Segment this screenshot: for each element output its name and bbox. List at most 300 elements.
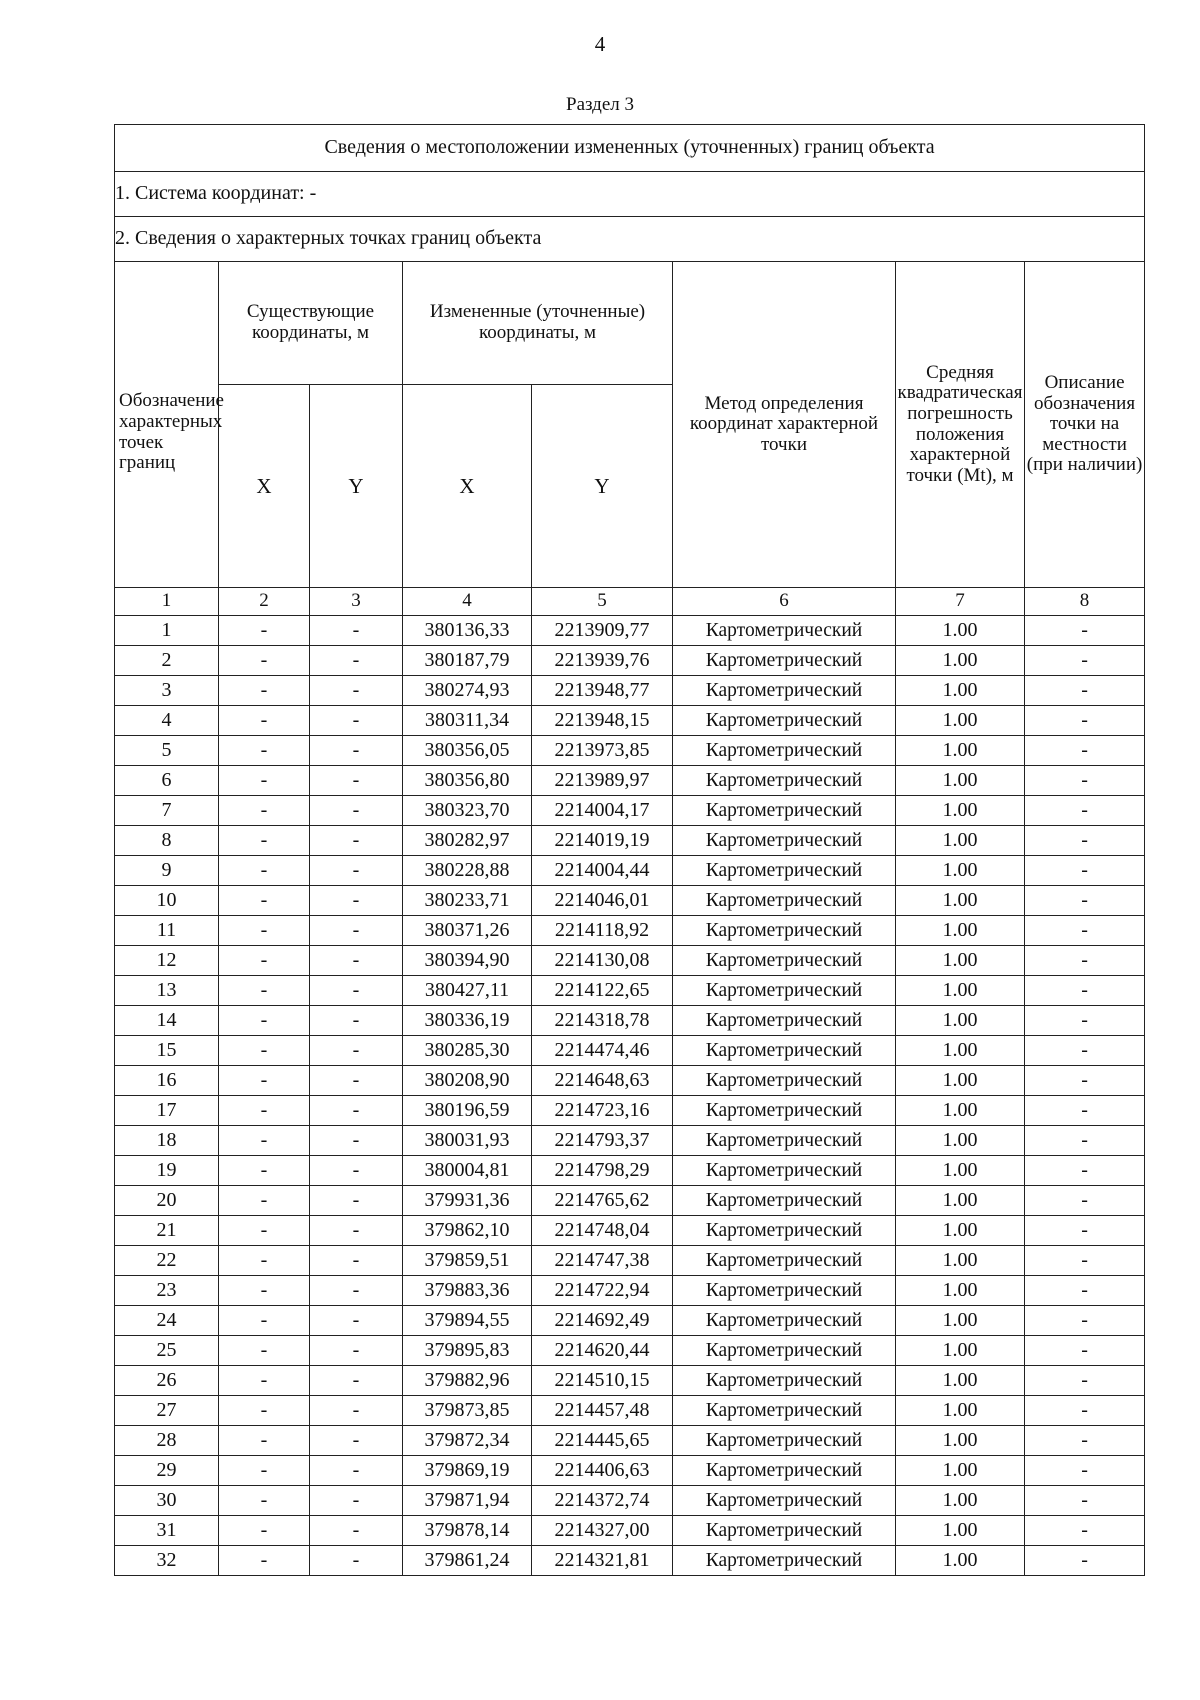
column-number: 4 (403, 588, 532, 616)
error-cell: 1.00 (896, 916, 1025, 946)
changed-x-cell: 380285,30 (403, 1036, 532, 1066)
changed-y-cell: 2213948,15 (532, 706, 673, 736)
existing-x-cell: - (219, 1156, 310, 1186)
method-cell: Картометрический (673, 976, 896, 1006)
changed-x-cell: 380228,88 (403, 856, 532, 886)
changed-x-cell: 379873,85 (403, 1396, 532, 1426)
description-cell: - (1025, 1516, 1145, 1546)
method-cell: Картометрический (673, 1276, 896, 1306)
method-cell: Картометрический (673, 1546, 896, 1576)
changed-x-cell: 379894,55 (403, 1306, 532, 1336)
existing-y-cell: - (310, 736, 403, 766)
point-number-cell: 1 (115, 616, 219, 646)
error-cell: 1.00 (896, 1546, 1025, 1576)
changed-y-cell: 2213939,76 (532, 646, 673, 676)
changed-x-cell: 380323,70 (403, 796, 532, 826)
error-cell: 1.00 (896, 1456, 1025, 1486)
point-number-cell: 15 (115, 1036, 219, 1066)
method-cell: Картометрический (673, 736, 896, 766)
description-cell: - (1025, 916, 1145, 946)
changed-y-cell: 2214765,62 (532, 1186, 673, 1216)
changed-y-cell: 2213973,85 (532, 736, 673, 766)
description-cell: - (1025, 826, 1145, 856)
existing-x-cell: - (219, 1426, 310, 1456)
header-existing-x: X (219, 385, 310, 588)
error-cell: 1.00 (896, 1486, 1025, 1516)
description-cell: - (1025, 886, 1145, 916)
description-cell: - (1025, 1306, 1145, 1336)
changed-x-cell: 379882,96 (403, 1366, 532, 1396)
description-cell: - (1025, 1216, 1145, 1246)
existing-y-cell: - (310, 1516, 403, 1546)
table-row (115, 736, 1145, 766)
table-row (115, 886, 1145, 916)
existing-x-cell: - (219, 796, 310, 826)
changed-y-cell: 2214722,94 (532, 1276, 673, 1306)
changed-x-cell: 380136,33 (403, 616, 532, 646)
column-number: 8 (1025, 588, 1145, 616)
table-row (115, 796, 1145, 826)
changed-y-cell: 2214004,44 (532, 856, 673, 886)
changed-x-cell: 380311,34 (403, 706, 532, 736)
changed-x-cell: 379859,51 (403, 1246, 532, 1276)
table-row (115, 616, 1145, 646)
changed-x-cell: 380208,90 (403, 1066, 532, 1096)
changed-y-cell: 2214510,15 (532, 1366, 673, 1396)
description-cell: - (1025, 766, 1145, 796)
existing-y-cell: - (310, 1336, 403, 1366)
changed-y-cell: 2214406,63 (532, 1456, 673, 1486)
description-cell: - (1025, 646, 1145, 676)
existing-y-cell: - (310, 1426, 403, 1456)
description-cell: - (1025, 1276, 1145, 1306)
changed-y-cell: 2214692,49 (532, 1306, 673, 1336)
header-existing-y: Y (310, 385, 403, 588)
existing-x-cell: - (219, 1486, 310, 1516)
point-number-cell: 14 (115, 1006, 219, 1036)
changed-x-cell: 380356,05 (403, 736, 532, 766)
existing-y-cell: - (310, 886, 403, 916)
changed-y-cell: 2214372,74 (532, 1486, 673, 1516)
existing-y-cell: - (310, 1036, 403, 1066)
error-cell: 1.00 (896, 646, 1025, 676)
existing-x-cell: - (219, 1126, 310, 1156)
method-cell: Картометрический (673, 1036, 896, 1066)
changed-y-cell: 2214620,44 (532, 1336, 673, 1366)
method-cell: Картометрический (673, 826, 896, 856)
error-cell: 1.00 (896, 886, 1025, 916)
existing-y-cell: - (310, 706, 403, 736)
existing-x-cell: - (219, 1516, 310, 1546)
point-number-cell: 32 (115, 1546, 219, 1576)
header-changed-x: X (403, 385, 532, 588)
column-number: 2 (219, 588, 310, 616)
error-cell: 1.00 (896, 1036, 1025, 1066)
existing-x-cell: - (219, 1186, 310, 1216)
error-cell: 1.00 (896, 796, 1025, 826)
table-row (115, 1276, 1145, 1306)
changed-x-cell: 380282,97 (403, 826, 532, 856)
method-cell: Картометрический (673, 1096, 896, 1126)
point-number-cell: 9 (115, 856, 219, 886)
error-cell: 1.00 (896, 826, 1025, 856)
error-cell: 1.00 (896, 676, 1025, 706)
error-cell: 1.00 (896, 1516, 1025, 1546)
point-number-cell: 31 (115, 1516, 219, 1546)
existing-x-cell: - (219, 1366, 310, 1396)
table-row (115, 1486, 1145, 1516)
point-number-cell: 24 (115, 1306, 219, 1336)
method-cell: Картометрический (673, 676, 896, 706)
existing-y-cell: - (310, 1396, 403, 1426)
changed-y-cell: 2214004,17 (532, 796, 673, 826)
changed-x-cell: 379878,14 (403, 1516, 532, 1546)
existing-x-cell: - (219, 616, 310, 646)
existing-x-cell: - (219, 1396, 310, 1426)
header-existing-coords: Существующие координаты, м (219, 262, 403, 385)
changed-y-cell: 2213948,77 (532, 676, 673, 706)
description-cell: - (1025, 1096, 1145, 1126)
boundary-points-table (114, 124, 1145, 1576)
changed-x-cell: 380004,81 (403, 1156, 532, 1186)
existing-x-cell: - (219, 706, 310, 736)
table-title: Сведения о местоположении измененных (уточненных) границ объекта (115, 125, 1145, 172)
point-number-cell: 16 (115, 1066, 219, 1096)
method-cell: Картометрический (673, 616, 896, 646)
column-number: 1 (115, 588, 219, 616)
changed-y-cell: 2213909,77 (532, 616, 673, 646)
existing-x-cell: - (219, 886, 310, 916)
table-row (115, 706, 1145, 736)
changed-y-cell: 2214019,19 (532, 826, 673, 856)
changed-y-cell: 2214474,46 (532, 1036, 673, 1066)
error-cell: 1.00 (896, 766, 1025, 796)
changed-y-cell: 2214723,16 (532, 1096, 673, 1126)
method-cell: Картометрический (673, 856, 896, 886)
existing-x-cell: - (219, 826, 310, 856)
table-row (115, 1186, 1145, 1216)
changed-x-cell: 379869,19 (403, 1456, 532, 1486)
existing-y-cell: - (310, 1186, 403, 1216)
table-row (115, 1156, 1145, 1186)
existing-x-cell: - (219, 1456, 310, 1486)
table-row (115, 1336, 1145, 1366)
existing-x-cell: - (219, 736, 310, 766)
table-row (115, 1546, 1145, 1576)
existing-x-cell: - (219, 1546, 310, 1576)
table-row (115, 826, 1145, 856)
error-cell: 1.00 (896, 1156, 1025, 1186)
description-cell: - (1025, 1186, 1145, 1216)
changed-y-cell: 2214122,65 (532, 976, 673, 1006)
error-cell: 1.00 (896, 1306, 1025, 1336)
error-cell: 1.00 (896, 856, 1025, 886)
error-cell: 1.00 (896, 1276, 1025, 1306)
error-cell: 1.00 (896, 946, 1025, 976)
method-cell: Картометрический (673, 1306, 896, 1336)
existing-x-cell: - (219, 1066, 310, 1096)
changed-x-cell: 380031,93 (403, 1126, 532, 1156)
error-cell: 1.00 (896, 1006, 1025, 1036)
point-number-cell: 2 (115, 646, 219, 676)
existing-y-cell: - (310, 1246, 403, 1276)
point-number-cell: 30 (115, 1486, 219, 1516)
point-number-cell: 29 (115, 1456, 219, 1486)
changed-y-cell: 2214130,08 (532, 946, 673, 976)
existing-x-cell: - (219, 1306, 310, 1336)
method-cell: Картометрический (673, 1126, 896, 1156)
section-title: Раздел 3 (566, 94, 634, 115)
method-cell: Картометрический (673, 946, 896, 976)
changed-x-cell: 380336,19 (403, 1006, 532, 1036)
header-method: Метод определения координат характерной точки (673, 262, 896, 588)
description-cell: - (1025, 1546, 1145, 1576)
changed-x-cell: 380187,79 (403, 646, 532, 676)
table-row (115, 1096, 1145, 1126)
point-number-cell: 13 (115, 976, 219, 1006)
changed-x-cell: 380371,26 (403, 916, 532, 946)
method-cell: Картометрический (673, 1186, 896, 1216)
point-number-cell: 3 (115, 676, 219, 706)
method-cell: Картометрический (673, 1246, 896, 1276)
method-cell: Картометрический (673, 1396, 896, 1426)
existing-x-cell: - (219, 766, 310, 796)
existing-y-cell: - (310, 1096, 403, 1126)
description-cell: - (1025, 1456, 1145, 1486)
description-cell: - (1025, 1246, 1145, 1276)
existing-x-cell: - (219, 1006, 310, 1036)
description-cell: - (1025, 1336, 1145, 1366)
point-number-cell: 28 (115, 1426, 219, 1456)
description-cell: - (1025, 706, 1145, 736)
existing-x-cell: - (219, 646, 310, 676)
error-cell: 1.00 (896, 1246, 1025, 1276)
table-row (115, 676, 1145, 706)
existing-y-cell: - (310, 946, 403, 976)
header-changed-y: Y (532, 385, 673, 588)
point-number-cell: 27 (115, 1396, 219, 1426)
changed-x-cell: 380274,93 (403, 676, 532, 706)
description-cell: - (1025, 976, 1145, 1006)
table-row (115, 1456, 1145, 1486)
existing-y-cell: - (310, 1006, 403, 1036)
changed-x-cell: 380427,11 (403, 976, 532, 1006)
changed-y-cell: 2214321,81 (532, 1546, 673, 1576)
changed-y-cell: 2214798,29 (532, 1156, 673, 1186)
description-cell: - (1025, 676, 1145, 706)
changed-y-cell: 2214648,63 (532, 1066, 673, 1096)
header-description: Описание обозначения точки на местности (при наличии) (1025, 262, 1145, 588)
method-cell: Картометрический (673, 706, 896, 736)
existing-y-cell: - (310, 1546, 403, 1576)
changed-y-cell: 2214318,78 (532, 1006, 673, 1036)
existing-x-cell: - (219, 856, 310, 886)
table-row (115, 1366, 1145, 1396)
point-number-cell: 18 (115, 1126, 219, 1156)
existing-y-cell: - (310, 646, 403, 676)
existing-y-cell: - (310, 1276, 403, 1306)
method-cell: Картометрический (673, 886, 896, 916)
table-row (115, 856, 1145, 886)
existing-y-cell: - (310, 1486, 403, 1516)
changed-x-cell: 380356,80 (403, 766, 532, 796)
existing-y-cell: - (310, 676, 403, 706)
point-number-cell: 25 (115, 1336, 219, 1366)
description-cell: - (1025, 1126, 1145, 1156)
description-cell: - (1025, 616, 1145, 646)
error-cell: 1.00 (896, 1366, 1025, 1396)
table-row (115, 766, 1145, 796)
method-cell: Картометрический (673, 646, 896, 676)
description-cell: - (1025, 796, 1145, 826)
method-cell: Картометрический (673, 1486, 896, 1516)
existing-x-cell: - (219, 1216, 310, 1246)
method-cell: Картометрический (673, 916, 896, 946)
description-cell: - (1025, 1396, 1145, 1426)
description-cell: - (1025, 736, 1145, 766)
point-number-cell: 5 (115, 736, 219, 766)
method-cell: Картометрический (673, 1456, 896, 1486)
existing-y-cell: - (310, 1216, 403, 1246)
error-cell: 1.00 (896, 706, 1025, 736)
point-number-cell: 10 (115, 886, 219, 916)
method-cell: Картометрический (673, 1516, 896, 1546)
existing-x-cell: - (219, 1336, 310, 1366)
table-row (115, 1516, 1145, 1546)
existing-y-cell: - (310, 1156, 403, 1186)
points-heading: 2. Сведения о характерных точках границ объекта (115, 217, 1145, 262)
header-changed-coords: Измененные (уточненные) координаты, м (403, 262, 673, 385)
error-cell: 1.00 (896, 1216, 1025, 1246)
existing-x-cell: - (219, 1036, 310, 1066)
changed-x-cell: 379862,10 (403, 1216, 532, 1246)
method-cell: Картометрический (673, 1156, 896, 1186)
description-cell: - (1025, 1366, 1145, 1396)
description-cell: - (1025, 946, 1145, 976)
changed-y-cell: 2214793,37 (532, 1126, 673, 1156)
point-number-cell: 19 (115, 1156, 219, 1186)
changed-x-cell: 379871,94 (403, 1486, 532, 1516)
description-cell: - (1025, 1486, 1145, 1516)
existing-x-cell: - (219, 946, 310, 976)
method-cell: Картометрический (673, 1426, 896, 1456)
changed-x-cell: 380233,71 (403, 886, 532, 916)
error-cell: 1.00 (896, 1126, 1025, 1156)
method-cell: Картометрический (673, 1066, 896, 1096)
error-cell: 1.00 (896, 1336, 1025, 1366)
description-cell: - (1025, 856, 1145, 886)
changed-y-cell: 2214327,00 (532, 1516, 673, 1546)
page-number: 4 (594, 32, 606, 56)
changed-y-cell: 2213989,97 (532, 766, 673, 796)
point-number-cell: 11 (115, 916, 219, 946)
existing-y-cell: - (310, 616, 403, 646)
point-number-cell: 23 (115, 1276, 219, 1306)
point-number-cell: 21 (115, 1216, 219, 1246)
column-number: 6 (673, 588, 896, 616)
existing-x-cell: - (219, 916, 310, 946)
changed-x-cell: 379883,36 (403, 1276, 532, 1306)
changed-x-cell: 379872,34 (403, 1426, 532, 1456)
existing-x-cell: - (219, 1276, 310, 1306)
table-row (115, 1396, 1145, 1426)
error-cell: 1.00 (896, 1396, 1025, 1426)
point-number-cell: 26 (115, 1366, 219, 1396)
column-number: 3 (310, 588, 403, 616)
existing-y-cell: - (310, 976, 403, 1006)
error-cell: 1.00 (896, 1066, 1025, 1096)
method-cell: Картометрический (673, 1216, 896, 1246)
changed-x-cell: 380196,59 (403, 1096, 532, 1126)
existing-y-cell: - (310, 1066, 403, 1096)
changed-y-cell: 2214747,38 (532, 1246, 673, 1276)
existing-x-cell: - (219, 976, 310, 1006)
coord-system-line: 1. Система координат: - (115, 172, 1145, 217)
table-row (115, 1216, 1145, 1246)
column-number: 5 (532, 588, 673, 616)
table-row (115, 1246, 1145, 1276)
description-cell: - (1025, 1066, 1145, 1096)
existing-y-cell: - (310, 1456, 403, 1486)
error-cell: 1.00 (896, 1096, 1025, 1126)
header-error: Средняя квадратическая погрешность положения характерной точки (Mt), м (896, 262, 1025, 588)
method-cell: Картометрический (673, 796, 896, 826)
changed-y-cell: 2214748,04 (532, 1216, 673, 1246)
existing-x-cell: - (219, 1096, 310, 1126)
changed-y-cell: 2214118,92 (532, 916, 673, 946)
column-number: 7 (896, 588, 1025, 616)
point-number-cell: 4 (115, 706, 219, 736)
table-row (115, 646, 1145, 676)
point-number-cell: 8 (115, 826, 219, 856)
table-row (115, 1426, 1145, 1456)
changed-x-cell: 379895,83 (403, 1336, 532, 1366)
existing-y-cell: - (310, 856, 403, 886)
existing-y-cell: - (310, 826, 403, 856)
table-row (115, 946, 1145, 976)
description-cell: - (1025, 1156, 1145, 1186)
point-number-cell: 17 (115, 1096, 219, 1126)
existing-y-cell: - (310, 766, 403, 796)
changed-y-cell: 2214046,01 (532, 886, 673, 916)
changed-x-cell: 380394,90 (403, 946, 532, 976)
error-cell: 1.00 (896, 1186, 1025, 1216)
point-number-cell: 20 (115, 1186, 219, 1216)
method-cell: Картометрический (673, 1366, 896, 1396)
error-cell: 1.00 (896, 736, 1025, 766)
changed-y-cell: 2214457,48 (532, 1396, 673, 1426)
existing-y-cell: - (310, 1306, 403, 1336)
method-cell: Картометрический (673, 1336, 896, 1366)
existing-y-cell: - (310, 1366, 403, 1396)
point-number-cell: 12 (115, 946, 219, 976)
header-designation: Обозначение характерных точек границ (115, 262, 219, 588)
table-row (115, 916, 1145, 946)
changed-y-cell: 2214445,65 (532, 1426, 673, 1456)
error-cell: 1.00 (896, 1426, 1025, 1456)
description-cell: - (1025, 1426, 1145, 1456)
error-cell: 1.00 (896, 616, 1025, 646)
table-row (115, 1066, 1145, 1096)
table-row (115, 1306, 1145, 1336)
method-cell: Картометрический (673, 1006, 896, 1036)
existing-y-cell: - (310, 796, 403, 826)
error-cell: 1.00 (896, 976, 1025, 1006)
table-row (115, 1036, 1145, 1066)
point-number-cell: 22 (115, 1246, 219, 1276)
changed-x-cell: 379931,36 (403, 1186, 532, 1216)
existing-y-cell: - (310, 1126, 403, 1156)
